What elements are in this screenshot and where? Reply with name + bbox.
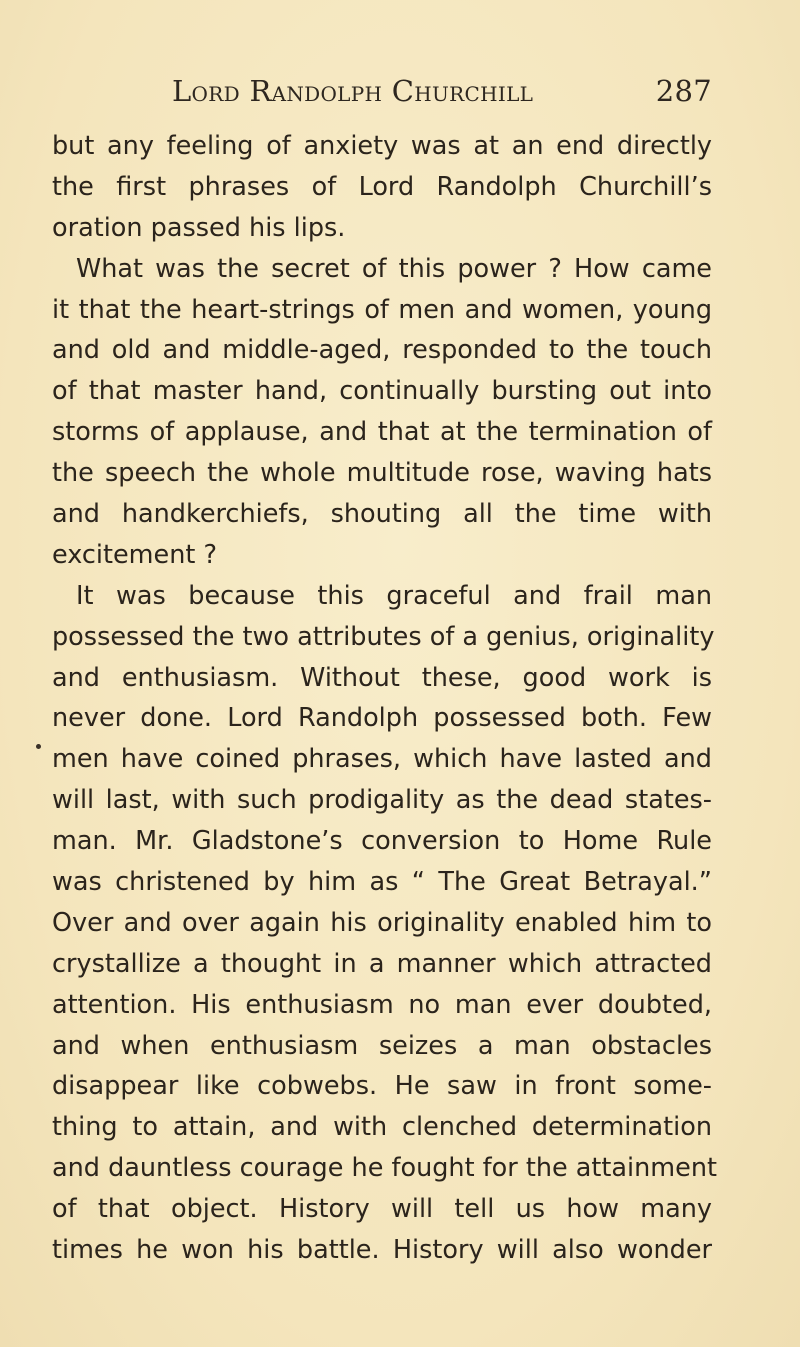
text-line: and handkerchiefs, shouting all the time with [52,499,712,530]
text-line: and old and middle-aged, responded to the touch [52,335,712,366]
text-line: disappear like cobwebs. He saw in front some- [52,1071,712,1102]
text-line: but any feeling of anxiety was at an end directly [52,131,712,161]
text-line: and enthusiasm. Without these, good work is [52,662,712,693]
margin-speck [36,744,41,749]
text-line: storms of applause, and that at the termination of [52,417,712,448]
running-head-title: Lord Randolph Churchill [172,74,534,108]
text-line: crystallize a thought in a manner which attracted [52,948,712,979]
text-line: What was the secret of this power ? How came [76,253,712,284]
text-line: was christened by him as “ The Great Betrayal.” [52,867,712,898]
body-text [52,126,717,1271]
text-line: man. Mr. Gladstone’s conversion to Home Rule [52,826,712,857]
running-head [172,74,712,120]
text-line: thing to attain, and with clenched determination [52,1112,712,1143]
text-line: oration passed his lips. [52,212,346,243]
text-line: the first phrases of Lord Randolph Churchill’s [52,171,712,202]
text-line: and dauntless courage he fought for the attainment [52,1153,717,1184]
text-line: will last, with such prodigality as the dead states- [52,785,712,816]
text-line: Over and over again his originality enabled him to [52,907,712,938]
text-line: times he won his battle. History will also wonder [52,1235,712,1266]
page-number: 287 [655,74,712,108]
text-line: of that object. History will tell us how many [52,1194,712,1225]
text-line: and when enthusiasm seizes a man obstacles [52,1030,712,1061]
text-line: It was because this graceful and frail man [76,580,712,611]
text-line: of that master hand, continually bursting out into [52,376,712,407]
text-line: excitement ? [52,539,218,570]
text-line: never done. Lord Randolph possessed both. Few [52,703,712,734]
text-line: attention. His enthusiasm no man ever doubted, [52,989,712,1020]
text-line: the speech the whole multitude rose, waving hats [52,458,712,489]
text-line: it that the heart-strings of men and women, young [52,294,712,325]
text-line: men have coined phrases, which have lasted and [52,744,712,775]
text-line: possessed the two attributes of a genius, originality [52,621,715,652]
